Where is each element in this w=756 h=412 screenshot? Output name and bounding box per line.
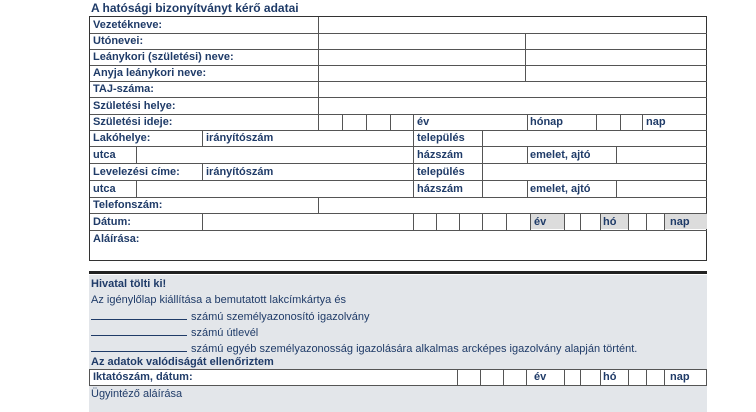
registration-row <box>89 369 707 386</box>
office-section <box>89 275 707 412</box>
office-line-2 <box>91 309 370 325</box>
blank-line <box>91 325 187 336</box>
mailing-street-label: utca <box>93 183 116 195</box>
mailing-town-label: település <box>417 166 465 178</box>
office-heading: Hivatal tölti ki! <box>91 278 167 290</box>
office-line-3 <box>91 325 258 341</box>
mailing-zip-label: irányítószám <box>206 166 274 178</box>
taj-label: TAJ-száma: <box>93 83 154 95</box>
residence-label: Lakóhelye: <box>93 132 151 144</box>
blank-line <box>91 309 187 320</box>
clerk-signature-label: Ügyintéző aláírása <box>91 388 183 400</box>
office-line-2-text: számú személyazonosító igazolvány <box>191 311 370 323</box>
verify-heading: Az adatok valódiságát ellenőriztem <box>91 356 274 368</box>
office-line-3-text: számú útlevél <box>191 327 259 339</box>
residence-street-label: utca <box>93 149 116 161</box>
phone-label: Telefonszám: <box>93 199 163 211</box>
residence-number-label: házszám <box>417 149 463 161</box>
birthdate-year-label: év <box>417 116 430 128</box>
birthplace-label: Születési helye: <box>93 100 176 112</box>
applicant-data-table <box>89 16 707 261</box>
date-year-label: év <box>534 216 547 228</box>
birthdate-day-label: nap <box>646 116 666 128</box>
date-month-label: hó <box>603 216 617 228</box>
residence-floor-label: emelet, ajtó <box>530 149 591 161</box>
blank-line <box>91 341 187 352</box>
mother-name-label: Anyja leánykori neve: <box>93 67 207 79</box>
residence-town-label: település <box>417 132 465 144</box>
office-line-1: Az igénylőlap kiállítása a bemutatott lakcímkártya és <box>91 294 346 306</box>
office-line-4-text: számú egyéb személyazonosság igazolására alkalmas arcképes igazolvány alapján történt. <box>191 343 638 355</box>
signature-label: Aláírása: <box>93 233 140 245</box>
registration-label: Iktatószám, dátum: <box>93 371 193 383</box>
date-label: Dátum: <box>93 216 131 228</box>
registration-day-label: nap <box>670 371 690 383</box>
registration-year-label: év <box>534 371 547 383</box>
mailing-label: Levelezési címe: <box>93 166 180 178</box>
surname-label: Vezetékneve: <box>93 19 163 31</box>
section-divider <box>89 271 707 274</box>
birthdate-month-label: hónap <box>530 116 563 128</box>
maiden-name-label: Leánykori (születési) neve: <box>93 51 234 63</box>
residence-zip-label: irányítószám <box>206 132 274 144</box>
form-title: A hatósági bizonyítványt kérő adatai <box>91 1 299 15</box>
date-day-label: nap <box>670 216 690 228</box>
birthdate-label: Születési ideje: <box>93 116 173 128</box>
registration-month-label: hó <box>603 371 617 383</box>
mailing-floor-label: emelet, ajtó <box>530 183 591 195</box>
given-names-label: Utónevei: <box>93 35 144 47</box>
mailing-number-label: házszám <box>417 183 463 195</box>
